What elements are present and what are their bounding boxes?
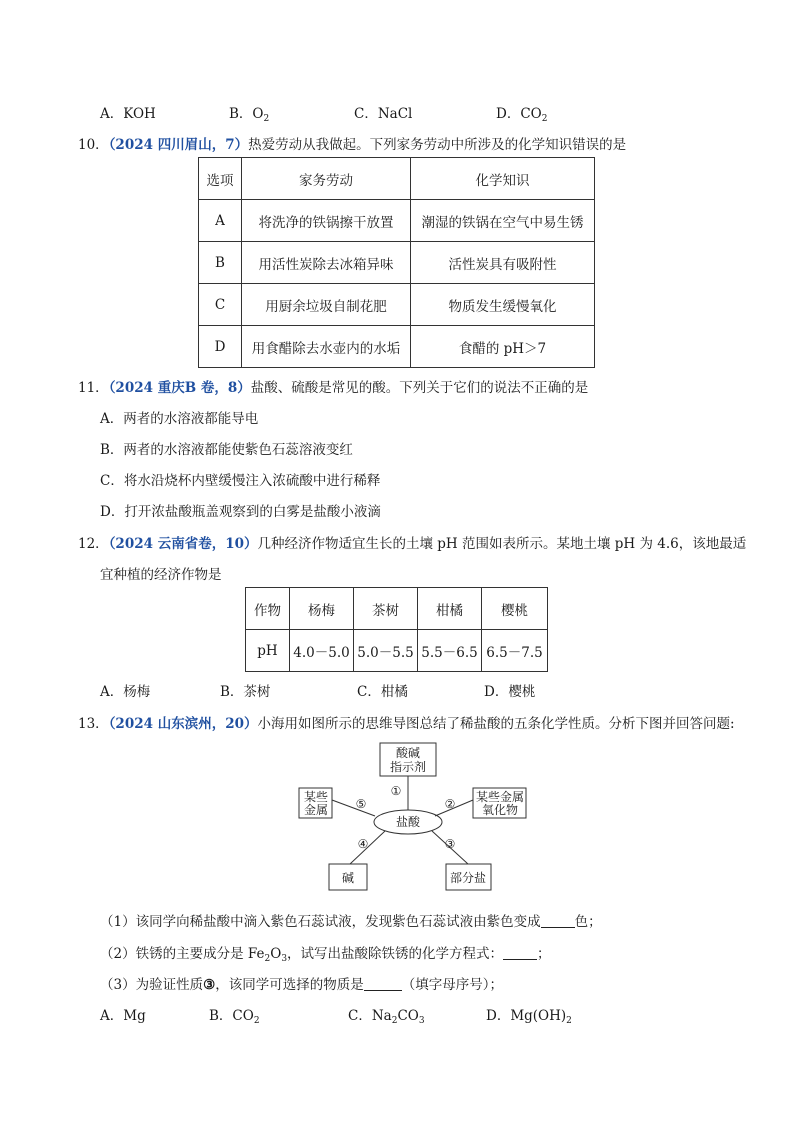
answer-blank-2[interactable] xyxy=(503,947,537,960)
label-tr-l1: 某些金属 xyxy=(475,790,525,804)
answer-blank-3[interactable] xyxy=(364,978,402,991)
label-num-4: ④ xyxy=(357,837,369,851)
q10-stem: 10．（2024 四川眉山，7）热爱劳动从我做起。下列家务劳动中所涉及的化学知识错误的是 xyxy=(78,137,627,153)
table-header: 选项 xyxy=(199,158,242,200)
label-tr-l2: 氧化物 xyxy=(481,803,519,817)
table-cell: 5.5－6.5 xyxy=(418,630,482,672)
table-cell: 作物 xyxy=(246,588,290,630)
table-cell: 活性炭具有吸附性 xyxy=(411,242,595,284)
label-num-3: ③ xyxy=(444,837,456,851)
table-cell: 柑橘 xyxy=(418,588,482,630)
q11-option-b: B．两者的水溶液都能使紫色石蕊溶液变红 xyxy=(100,442,353,458)
q9-option-b: B．$O_2$ xyxy=(229,106,270,124)
q13-option-b: B．$CO_2$ xyxy=(209,1008,260,1026)
q9-option-c: C．NaCl xyxy=(354,106,413,122)
q11-stem: 11．（2024 重庆B 卷，8）盐酸、硫酸是常见的酸。下列关于它们的说法不正确的是 xyxy=(78,380,589,396)
table-cell: 食醋的 pH＞7 xyxy=(411,326,595,368)
table-cell: 用厨余垃圾自制花肥 xyxy=(242,284,411,326)
table-cell: D xyxy=(199,326,242,368)
q10-table xyxy=(198,157,595,368)
q9-option-d: D．$CO_2$ xyxy=(496,106,548,124)
q12-option-c: C．柑橘 xyxy=(357,684,408,700)
q12-stem-line2: 宜种植的经济作物是 xyxy=(100,567,222,583)
table-cell: 物质发生缓慢氧化 xyxy=(411,284,595,326)
connector-top-left xyxy=(332,800,375,816)
q11-option-d: D．打开浓盐酸瓶盖观察到的白雾是盐酸小液滴 xyxy=(100,504,381,520)
table-cell: 4.0－5.0 xyxy=(290,630,354,672)
q13-option-d: D．$Mg(OH)_2$ xyxy=(486,1008,572,1026)
q12-option-d: D．樱桃 xyxy=(484,684,536,700)
table-cell: A xyxy=(199,200,242,242)
table-cell: 用活性炭除去冰箱异味 xyxy=(242,242,411,284)
q13-option-c: C．$Na_2CO_3$ xyxy=(348,1008,425,1026)
label-center: 盐酸 xyxy=(395,815,421,829)
q12-option-a: A．杨梅 xyxy=(100,684,151,700)
label-num-5: ⑤ xyxy=(355,797,367,811)
q11-option-c: C．将水沿烧杯内壁缓慢注入浓硫酸中进行稀释 xyxy=(100,473,381,489)
table-cell: 杨梅 xyxy=(290,588,354,630)
q13-sub2: （2）铁锈的主要成分是 $Fe_2O_3$，试写出盐酸除铁锈的化学方程式： ； xyxy=(100,946,551,964)
label-num-2: ② xyxy=(444,797,456,811)
table-cell: B xyxy=(199,242,242,284)
q12-option-b: B．茶树 xyxy=(220,684,271,700)
table-cell: pH xyxy=(246,630,290,672)
q9-option-a: A．KOH xyxy=(100,106,156,122)
hydrochloric-acid-mind-map xyxy=(290,738,540,896)
label-tl-l2: 金属 xyxy=(303,803,329,817)
label-num-1: ① xyxy=(390,784,402,798)
q11-option-a: A．两者的水溶液都能导电 xyxy=(100,411,259,427)
table-cell: 茶树 xyxy=(354,588,418,630)
table-cell: 樱桃 xyxy=(482,588,548,630)
table-cell: 用食醋除去水壶内的水垢 xyxy=(242,326,411,368)
label-base: 碱 xyxy=(341,871,355,885)
q12-table xyxy=(245,587,548,672)
q13-stem: 13．（2024 山东滨州，20）小海用如图所示的思维导图总结了稀盐酸的五条化学性质。分析下图并回答问题: xyxy=(78,716,735,732)
table-cell: C xyxy=(199,284,242,326)
table-header: 化学知识 xyxy=(411,158,595,200)
label-tl-l1: 某些 xyxy=(303,790,329,804)
table-cell: 5.0－5.5 xyxy=(354,630,418,672)
table-header: 家务劳动 xyxy=(242,158,411,200)
q13-sub1: （1）该同学向稀盐酸中滴入紫色石蕊试液，发现紫色石蕊试液由紫色变成 色； xyxy=(100,914,602,930)
label-some-salts: 部分盐 xyxy=(449,871,487,885)
table-cell: 6.5－7.5 xyxy=(482,630,548,672)
q13-option-a: A．Mg xyxy=(100,1008,146,1024)
q13-sub3: （3）为验证性质③，该同学可选择的物质是 （填字母序号）； xyxy=(100,977,503,993)
label-top-l1: 酸碱 xyxy=(395,746,421,760)
label-top-l2: 指示剂 xyxy=(389,760,427,774)
table-cell: 将洗净的铁锅擦干放置 xyxy=(242,200,411,242)
answer-blank-1[interactable] xyxy=(541,915,575,928)
q12-stem-line1: 12．（2024 云南省卷，10）几种经济作物适宜生长的土壤 pH 范围如表所示。某地土壤 pH 为 4.6，该地最适 xyxy=(78,536,747,552)
table-cell: 潮湿的铁锅在空气中易生锈 xyxy=(411,200,595,242)
